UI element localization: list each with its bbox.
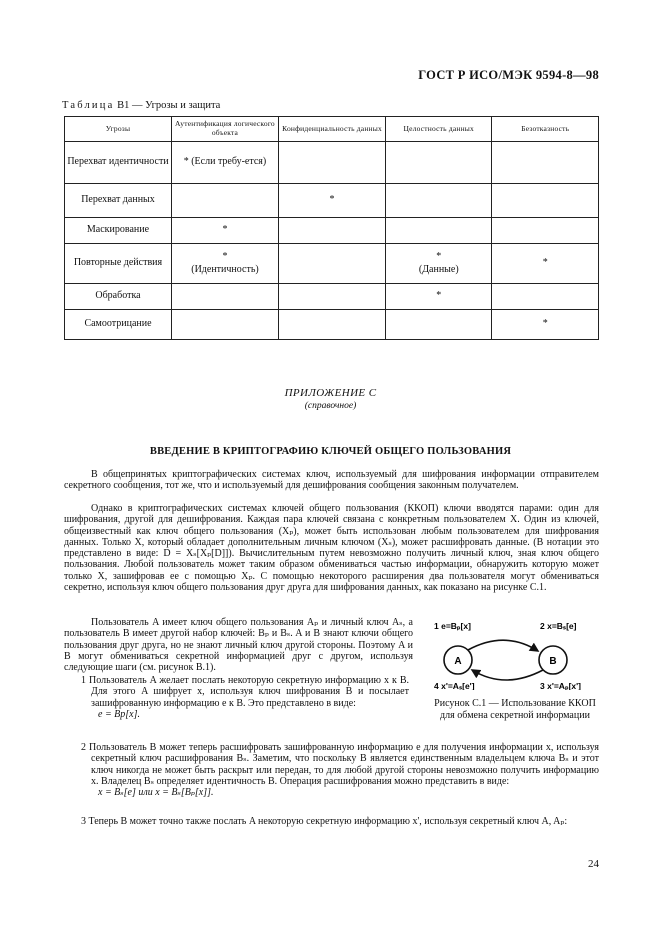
table-caption: [62, 100, 220, 111]
protection-cell: [278, 310, 385, 340]
protection-cell: * (Если требу-ется): [171, 142, 278, 184]
threat-cell: Повторные действия: [65, 244, 172, 284]
protection-cell: [386, 184, 492, 218]
threat-cell: Обработка: [65, 284, 172, 310]
protection-cell: [278, 244, 385, 284]
table-row: [65, 284, 599, 310]
protection-cell: *: [492, 244, 599, 284]
protection-cell: *: [278, 184, 385, 218]
arrow-a-to-b: [468, 640, 538, 651]
threat-cell: Маскирование: [65, 218, 172, 244]
column-header: Конфиденциальность данных: [278, 117, 385, 142]
appendix-title: ПРИЛОЖЕНИЕ С: [284, 387, 377, 399]
protection-cell: *: [171, 218, 278, 244]
list-item: [64, 816, 599, 827]
appendix-subtitle: (справочное): [304, 401, 357, 411]
protection-cell: [492, 284, 599, 310]
node-b-label: B: [549, 656, 557, 667]
column-header: Целостность данных: [386, 117, 492, 142]
arrow-b-to-a: [472, 670, 543, 680]
table-row: [65, 244, 599, 284]
paragraph: Однако в криптографических системах ключей общего пользования (ККОП) ключи вводятся парами: один для шифрования, другой для дешифрования. Каждая пара ключей связана с конкретным пользователем X. Один из ключей, общеизвестный как ключ общего пользования (Xₚ), может быть использован любым пользователем для шифрования данных. Только X, который обладает дополнительным личным ключом (Xₛ), может расшифровать данные. (В нотации это представлено в виде: D = Xₛ[Xₚ[D]]). Вычислительным путем невозможно получить личный ключ, зная ключ общего пользования. Любой пользователь может таким образом обмениваться частью информации, обнаружить которую может только X, зашифровав ее с помощью Xₚ. С помощью некоторого расширения два пользователя могут обмениваться секретно, используя ключ общего пользования друг друга для шифрования данных, как показано на рисунке C.1.: [64, 503, 599, 594]
protection-cell: *: [492, 310, 599, 340]
column-header: Безотказность: [492, 117, 599, 142]
section-title: ВВЕДЕНИЕ В КРИПТОГРАФИЮ КЛЮЧЕЙ ОБЩЕГО ПОЛЬЗОВАНИЯ: [149, 446, 512, 457]
node-a-label: A: [454, 656, 462, 667]
formula: x = Bₛ[e] или x = Bₛ[Bₚ[x]].: [98, 787, 214, 799]
threat-cell: Самоотрицание: [65, 310, 172, 340]
protection-cell: [492, 184, 599, 218]
protection-cell: [492, 142, 599, 184]
table-caption-label: Таблица: [62, 100, 115, 111]
page-number: 24: [588, 858, 599, 870]
figure-label-2: 2 x=Bₛ[e]: [540, 621, 577, 631]
threat-cell: Перехват данных: [65, 184, 172, 218]
figure-label-4: 4 x'=Aₛ[e']: [434, 681, 475, 690]
threat-cell: Перехват идентичности: [65, 142, 172, 184]
threats-table: [64, 116, 599, 340]
protection-cell: [492, 218, 599, 244]
protection-cell: [386, 310, 492, 340]
table-row: [65, 310, 599, 340]
table-row: [65, 184, 599, 218]
document-code: ГОСТ Р ИСО/МЭК 9594-8—98: [418, 68, 599, 82]
table-row: [65, 142, 599, 184]
table-row: [65, 218, 599, 244]
list-item-text: 1 Пользователь A желает послать некоторую секретную информацию x к B. Для этого A шифрует x, используя ключ шифрования B и посылает зашифрованную информацию e к B. Это представлено в виде:: [81, 675, 409, 709]
protection-cell: [171, 184, 278, 218]
list-item: [64, 742, 599, 798]
list-item-text: 3 Теперь B может точно также послать A некоторую секретную информацию x', используя секретный ключ A, Aₚ:: [81, 816, 568, 827]
protection-cell: *: [386, 284, 492, 310]
protection-cell: [278, 284, 385, 310]
figure-label-1: 1 e=Bₚ[x]: [434, 621, 471, 631]
protection-cell: [278, 142, 385, 184]
paragraph: Пользователь A имеет ключ общего пользования Aₚ и личный ключ Aₛ, а пользователь B имеет другой набор ключей: Bₚ и Bₛ. A и B знают ключи общего пользования друг друга, но не знают личный ключ другой стороны. Поэтому A и B могут обмениваться секретной информацией друг с другом, используя следующие шаги (см. рисунок B.1).: [64, 617, 413, 674]
list-item-text: 2 Пользователь B может теперь расшифровать зашифрованную информацию e для получения информации x, используя секретный ключ расшифрования Bₛ. Заметим, что поскольку B является единственным владельцем ключа Bₛ и этот ключ никогда не может быть раскрыт или передан, то для любой другой стороны невозможно получить информацию x. Владелец Bₛ определяет идентичность B. Операция расшифрования можно представить в виде:: [81, 742, 599, 787]
key-exchange-diagram: [434, 620, 604, 690]
figure-caption: Рисунок C.1 — Использование ККОП для обмена секретной информации: [434, 698, 596, 721]
protection-cell: [386, 218, 492, 244]
protection-cell: * (Идентичность): [171, 244, 278, 284]
column-header: Угрозы: [65, 117, 172, 142]
list-item: [64, 675, 409, 720]
column-header: Аутентификация логического объекта: [171, 117, 278, 142]
formula: e = Bp[x].: [98, 708, 141, 720]
paragraph: В общепринятых криптографических системах ключ, используемый для шифрования информации отправителем секретного сообщения, тот же, что и используемый для дешифрования сообщения законным получателем.: [64, 469, 599, 492]
protection-cell: [386, 142, 492, 184]
figure-label-3: 3 x'=Aₚ[x']: [540, 681, 581, 690]
protection-cell: [171, 310, 278, 340]
protection-cell: * (Данные): [386, 244, 492, 284]
table-caption-text: B1 — Угрозы и защита: [117, 100, 221, 111]
protection-cell: [278, 218, 385, 244]
protection-cell: [171, 284, 278, 310]
table-header-row: [65, 117, 599, 142]
